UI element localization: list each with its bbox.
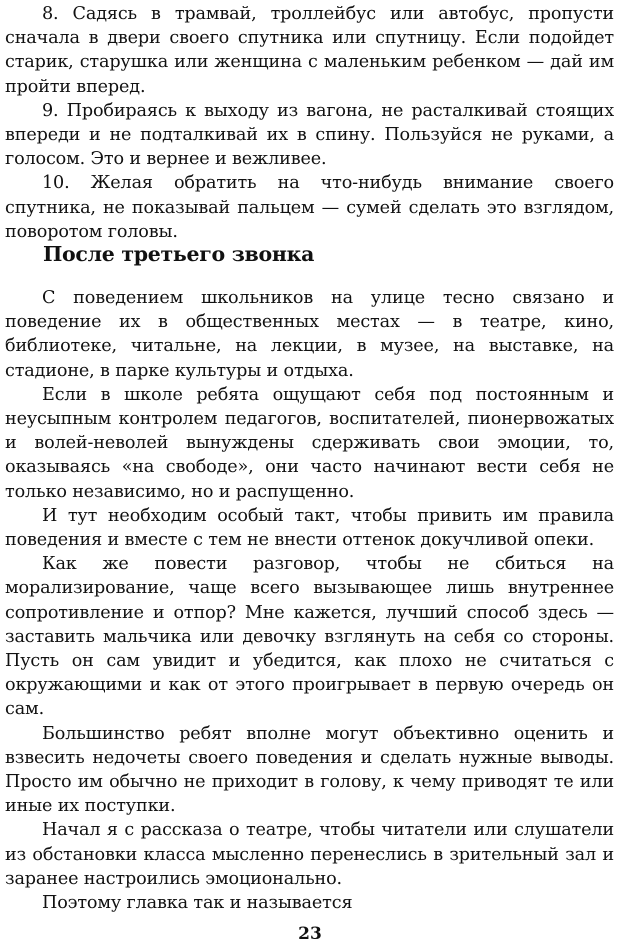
rule-10-paragraph: 10. Желая обратить на что-нибудь внимание своего спутника, не показывай пальцем — сумей сделать это взглядом, поворотом головы. xyxy=(5,173,614,242)
page-number: 23 xyxy=(298,924,322,944)
body-paragraph: Как же повести разговор, чтобы не сбиться на морализирование, чаще всего вызывающее лишь внутреннее сопротивление и отпор? Мне кажется, лучший способ здесь — заставить мальчика или девочку взглянуть на себя со стороны. Пусть он сам увидит и убедится, как плохо не считаться с окружающими и как от этого проигрывает в первую очередь он сам. xyxy=(5,554,614,720)
body-paragraph: Если в школе ребята ощущают себя под постоянным и неусыпным контролем педагогов, воспитателей, пионервожатых и волей-неволей вынуждены сдерживать свои эмоции, то, оказываясь «на свободе», они часто начинают вести себя не только независимо, но и распущенно. xyxy=(5,384,614,502)
rules-list xyxy=(5,2,614,244)
rule-9-paragraph: 9. Пробираясь к выходу из вагона, не расталкивай стоящих впереди и не подталкивай их в спину. Пользуйся не руками, а голосом. Это и вернее и вежливее. xyxy=(5,100,614,170)
body-paragraph: С поведением школьников на улице тесно связано и поведение их в общественных местах — в театре, кино, библиотеке, читальне, на лекции, в музее, на выставке, на стадионе, в парке культуры и отдыха. xyxy=(5,288,614,381)
section-heading: После третьего звонка xyxy=(43,242,315,266)
section-body xyxy=(5,286,614,915)
body-paragraph: Большинство ребят вполне могут объективно оценить и взвесить недочеты своего поведения и сделать нужные выводы. Просто им обычно не приходит в голову, к чему приводят те или иные их поступки. xyxy=(5,723,614,817)
rule-8-paragraph: 8. Садясь в трамвай, троллейбус или автобус, пропусти сначала в двери своего спутника или спутницу. Если подойдет старик, старушка или женщина с маленьким ребенком — дай им пройти вперед. xyxy=(5,4,614,97)
body-paragraph: Поэтому главка так и называется xyxy=(42,893,353,914)
body-paragraph: Начал я с рассказа о театре, чтобы читатели или слушатели из обстановки класса мысленно перенеслись в зрительный зал и заранее настроились эмоционально. xyxy=(5,820,614,889)
body-paragraph: И тут необходим особый такт, чтобы привить им правила поведения и вместе с тем не внести оттенок докучливой опеки. xyxy=(5,505,614,551)
